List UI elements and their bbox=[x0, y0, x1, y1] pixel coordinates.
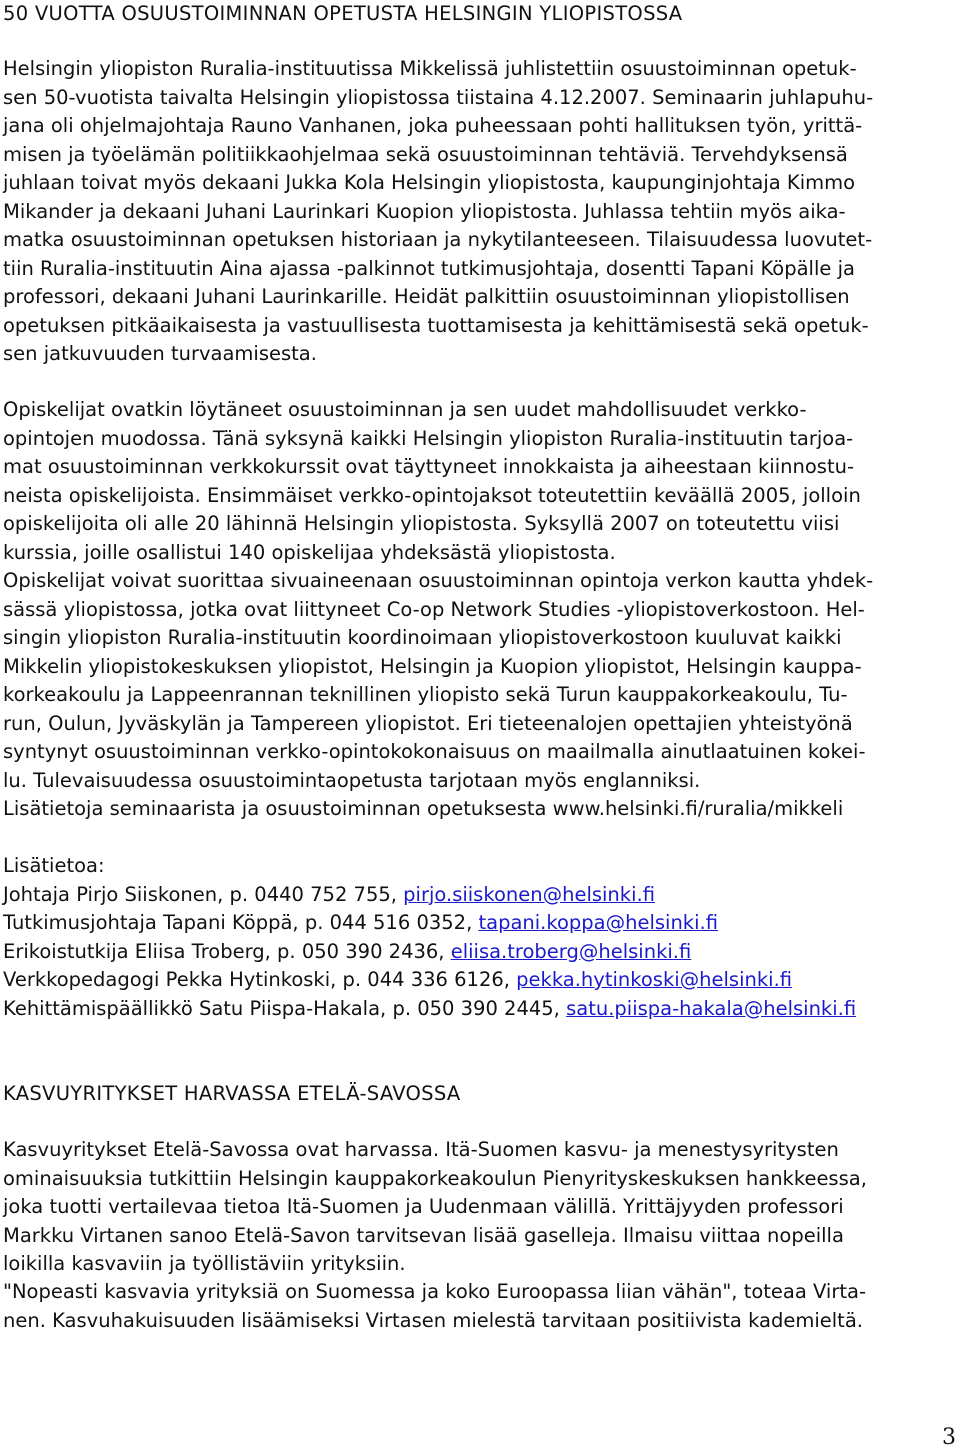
paragraph-network-studies bbox=[3, 567, 873, 795]
text-line: Mikander ja dekaani Juhani Laurinkari Kuopion yliopistosta. Juhlassa tehtiin myös aika- bbox=[3, 199, 846, 223]
page-number: 3 bbox=[942, 1425, 956, 1450]
contact-details: Kehittämispäällikkö Satu Piispa-Hakala, p. 050 390 2445, bbox=[3, 996, 567, 1020]
contact-row bbox=[3, 938, 856, 967]
text-line: lu. Tulevaisuudessa osuustoimintaopetusta tarjotaan myös englanniksi. bbox=[3, 768, 701, 792]
text-line: Kasvuyritykset Etelä-Savossa ovat harvassa. Itä-Suomen kasvu- ja menestysyritysten bbox=[3, 1138, 839, 1161]
paragraph-more-info-link bbox=[3, 795, 843, 824]
text-line: run, Oulun, Jyväskylän ja Tampereen yliopistot. Eri tieteenalojen opettajien yhteistyönä bbox=[3, 711, 853, 735]
text-line: nen. Kasvuhakuisuuden lisäämiseksi Virtasen mielestä tarvitaan positiivista kademieltä. bbox=[3, 1308, 863, 1332]
contact-details: Verkkopedagogi Pekka Hytinkoski, p. 044 336 6126, bbox=[3, 968, 517, 991]
email-link[interactable]: eliisa.troberg@helsinki.fi bbox=[450, 939, 692, 963]
text-line: matka osuustoiminnan opetuksen historiaan ja nykytilanteeseen. Tilaisuudessa luovutet- bbox=[3, 228, 873, 251]
contact-details: Erikoistutkija Eliisa Troberg, p. 050 390 2436, bbox=[3, 939, 451, 963]
text-line: mat osuustoiminnan verkkokurssit ovat täyttyneet innokkaista ja aiheestaan kiinnostu- bbox=[3, 455, 854, 478]
contact-row bbox=[3, 966, 856, 995]
text-line: sässä yliopistossa, jotka ovat liittyneet Co-op Network Studies -yliopistoverkostoon. Hel- bbox=[3, 597, 865, 621]
text-line: joka tuotti vertailevaa tietoa Itä-Suomen ja Uudenmaan välillä. Yrittäjyyden professori bbox=[3, 1195, 844, 1218]
text-line: tiin Ruralia-instituutin Aina ajassa -palkinnot tutkimusjohtaja, dosentti Tapani Köpälle ja bbox=[3, 256, 855, 280]
contacts-title: Lisätietoa: bbox=[3, 854, 105, 877]
text-line: Lisätietoja seminaarista ja osuustoiminnan opetuksesta www.helsinki.fi/ruralia/mikkeli bbox=[3, 797, 844, 820]
text-line: Opiskelijat voivat suorittaa sivuaineenaan osuustoiminnan opintoja verkon kautta yhdek- bbox=[3, 569, 874, 592]
text-line: misen ja työelämän politiikkaohjelmaa sekä osuustoiminnan tehtäviä. Tervehdyksensä bbox=[3, 142, 848, 166]
paragraph-online-studies bbox=[3, 396, 861, 567]
text-line: jana oli ohjelmajohtaja Rauno Vanhanen, joka puheessaan pohti hallituksen työn, yrittä- bbox=[3, 114, 863, 137]
text-line: Mikkelin yliopistokeskuksen yliopistot, Helsingin ja Kuopion yliopistot, Helsingin kauppa- bbox=[3, 654, 862, 678]
email-link[interactable]: pekka.hytinkoski@helsinki.fi bbox=[516, 968, 793, 991]
text-line: syntynyt osuustoiminnan verkko-opintokokonaisuus on maailmalla ainutlaatuinen kokei- bbox=[3, 740, 866, 763]
paragraph-growth-companies bbox=[3, 1136, 867, 1279]
paragraph-seminar bbox=[3, 55, 873, 369]
text-line: kurssia, joille osallistui 140 opiskelijaa yhdeksästä yliopistosta. bbox=[3, 540, 616, 564]
text-line: professori, dekaani Juhani Laurinkarille. Heidät palkittiin osuustoiminnan yliopistollisen bbox=[3, 285, 850, 308]
text-line: opintojen muodossa. Tänä syksynä kaikki Helsingin yliopiston Ruralia-instituutin tarjoa- bbox=[3, 426, 854, 450]
paragraph-quote bbox=[3, 1278, 866, 1335]
email-link[interactable]: satu.piispa-hakala@helsinki.fi bbox=[566, 996, 857, 1020]
text-line: ominaisuuksia tutkittiin Helsingin kauppakorkeakoulun Pienyrityskeskuksen hankkeessa, bbox=[3, 1166, 867, 1190]
contact-details: Tutkimusjohtaja Tapani Köppä, p. 044 516 0352, bbox=[3, 911, 479, 934]
text-line: sen jatkuvuuden turvaamisesta. bbox=[3, 342, 317, 365]
text-line: loikilla kasvaviin ja työllistäviin yrityksiin. bbox=[3, 1252, 406, 1275]
email-link[interactable]: pirjo.siiskonen@helsinki.fi bbox=[403, 882, 655, 906]
text-line: opiskelijoita oli alle 20 lähinnä Helsingin yliopistosta. Syksyllä 2007 on toteutettu viisi bbox=[3, 512, 840, 535]
text-line: Markku Virtanen sanoo Etelä-Savon tarvitsevan lisää gaselleja. Ilmaisu viittaa nopeilla bbox=[3, 1223, 844, 1247]
text-line: singin yliopiston Ruralia-instituutin koordinoimaan yliopistoverkostoon kuuluvat kaikki bbox=[3, 626, 842, 649]
email-link[interactable]: tapani.koppa@helsinki.fi bbox=[478, 911, 719, 934]
text-line: neista opiskelijoista. Ensimmäiset verkko-opintojaksot toteutettiin keväällä 2005, jolloin bbox=[3, 483, 861, 507]
text-line: sen 50-vuotista taivalta Helsingin yliopistossa tiistaina 4.12.2007. Seminaarin juhlapuhu- bbox=[3, 85, 874, 109]
contact-details: Johtaja Pirjo Siiskonen, p. 0440 752 755, bbox=[3, 882, 404, 906]
contact-row bbox=[3, 909, 856, 938]
contact-list bbox=[3, 852, 856, 1023]
contact-row bbox=[3, 881, 856, 910]
text-line: Helsingin yliopiston Ruralia-instituutissa Mikkelissä juhlistettiin osuustoiminnan opetuk- bbox=[3, 57, 857, 80]
section-heading-osuustoiminta: 50 VUOTTA OSUUSTOIMINNAN OPETUSTA HELSINGIN YLIOPISTOSSA bbox=[3, 2, 683, 25]
text-line: "Nopeasti kasvavia yrityksiä on Suomessa ja koko Euroopassa liian vähän", toteaa Virta- bbox=[3, 1280, 866, 1303]
text-line: Opiskelijat ovatkin löytäneet osuustoiminnan ja sen uudet mahdollisuudet verkko- bbox=[3, 398, 807, 421]
text-line: opetuksen pitkäaikaisesta ja vastuullisesta tuottamisesta ja kehittämisestä sekä opetuk- bbox=[3, 313, 869, 337]
text-line: juhlaan toivat myös dekaani Jukka Kola Helsingin yliopistosta, kaupunginjohtaja Kimmo bbox=[3, 171, 856, 194]
contact-row bbox=[3, 995, 856, 1024]
section-heading-kasvuyritykset: KASVUYRITYKSET HARVASSA ETELÄ-SAVOSSA bbox=[3, 1082, 461, 1105]
text-line: korkeakoulu ja Lappeenrannan teknillinen yliopisto sekä Turun kauppakorkeakoulu, Tu- bbox=[3, 683, 848, 706]
